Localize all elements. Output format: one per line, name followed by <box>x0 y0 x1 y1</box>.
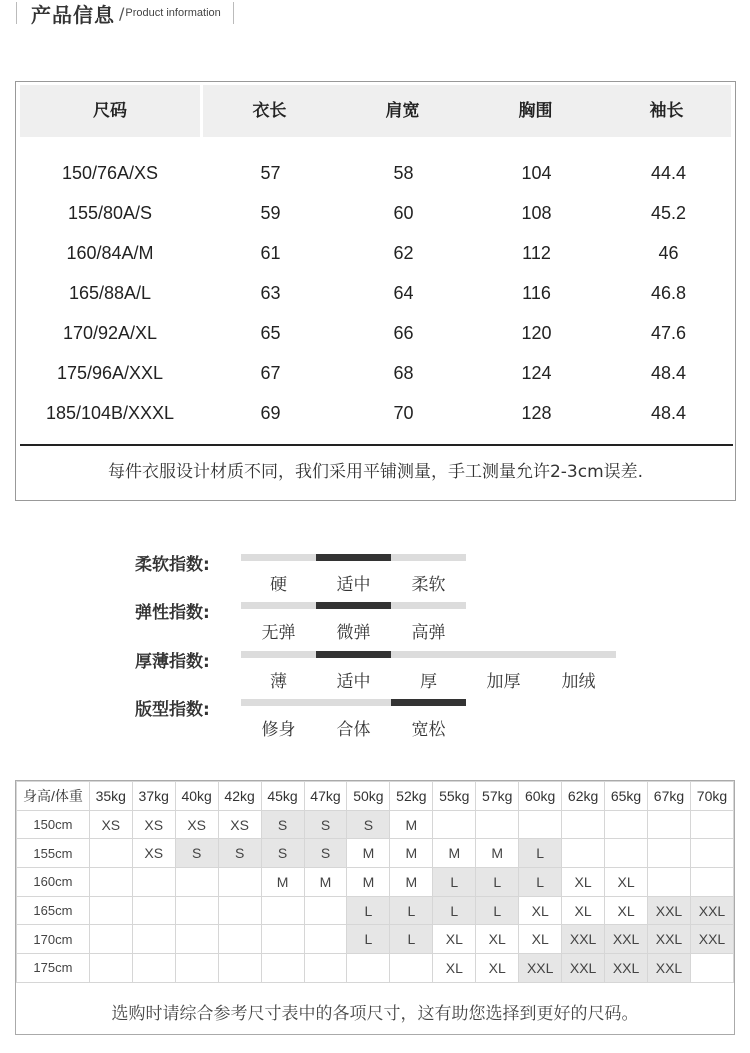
size-recommendation-cell <box>390 954 433 983</box>
height-weight-table <box>16 781 734 983</box>
size-recommendation-cell: XXL <box>690 925 733 954</box>
size-cell: 48.4 <box>650 363 687 383</box>
index-option: 加绒 <box>561 672 596 692</box>
size-cell: 175/96A/XXL <box>56 363 164 383</box>
size-cell: 65 <box>260 323 281 343</box>
size-cell: 185/104B/XXXL <box>45 403 175 423</box>
index-selected-marker <box>316 554 391 561</box>
size-recommendation-cell: XL <box>476 954 519 983</box>
size-recommendation-cell: XXL <box>605 925 648 954</box>
height-row <box>17 810 734 839</box>
index-option: 厚 <box>420 672 437 692</box>
size-recommendation-cell: XL <box>605 896 648 925</box>
size-recommendation-cell <box>175 954 218 983</box>
height-label: 150cm <box>17 810 90 839</box>
size-recommendation-cell: XL <box>433 954 476 983</box>
size-recommendation-cell: XXL <box>648 896 691 925</box>
size-cell: 58 <box>393 163 414 183</box>
index-option: 硬 <box>270 575 287 595</box>
size-cell: 155/80A/S <box>67 203 153 223</box>
size-recommendation-cell: L <box>519 868 562 897</box>
header-shoulder: 肩宽 <box>385 101 420 121</box>
size-cell: 61 <box>260 243 281 263</box>
index-option: 合体 <box>336 720 371 740</box>
size-recommendation-cell: XXL <box>648 954 691 983</box>
height-label: 175cm <box>17 954 90 983</box>
size-recommendation-cell <box>132 925 175 954</box>
size-recommendation-cell <box>690 954 733 983</box>
index-option: 高弹 <box>411 623 446 643</box>
size-recommendation-cell: M <box>390 868 433 897</box>
size-recommendation-cell <box>519 810 562 839</box>
title-slash: / <box>119 3 125 23</box>
height-row <box>17 954 734 983</box>
size-recommendation-cell <box>690 839 733 868</box>
size-cell: 66 <box>393 323 414 343</box>
weight-header: 55kg <box>433 782 476 811</box>
index-label: 弹性指数: <box>135 603 210 623</box>
size-cell: 44.4 <box>650 163 687 183</box>
size-recommendation-cell: L <box>390 896 433 925</box>
size-recommendation-cell <box>89 925 132 954</box>
height-row <box>17 839 734 868</box>
height-weight-chart <box>15 780 735 1035</box>
size-recommendation-cell: XL <box>562 896 605 925</box>
size-recommendation-cell <box>261 925 304 954</box>
section-title: 产品信息 <box>31 2 115 27</box>
size-cell: 67 <box>260 363 281 383</box>
index-option: 柔软 <box>411 575 446 595</box>
index-label: 版型指数: <box>135 700 210 720</box>
index-option: 无弹 <box>261 623 296 643</box>
size-row <box>16 273 735 313</box>
size-recommendation-cell: L <box>433 896 476 925</box>
size-cell: 68 <box>393 363 414 383</box>
size-recommendation-cell: L <box>519 839 562 868</box>
size-recommendation-cell <box>89 954 132 983</box>
size-recommendation-cell: S <box>261 810 304 839</box>
size-row <box>16 313 735 353</box>
size-recommendation-cell: L <box>433 868 476 897</box>
header-size: 尺码 <box>93 101 127 121</box>
size-recommendation-cell <box>433 810 476 839</box>
size-recommendation-cell: XL <box>519 925 562 954</box>
size-recommendation-cell <box>648 839 691 868</box>
weight-header: 65kg <box>605 782 648 811</box>
size-recommendation-cell <box>562 839 605 868</box>
weight-header-row <box>17 782 734 811</box>
size-recommendation-cell <box>562 810 605 839</box>
index-option: 薄 <box>270 672 287 692</box>
size-recommendation-cell <box>304 896 347 925</box>
size-recommendation-cell <box>261 896 304 925</box>
size-recommendation-cell: XXL <box>519 954 562 983</box>
size-recommendation-cell <box>175 868 218 897</box>
weight-header: 35kg <box>89 782 132 811</box>
size-recommendation-cell <box>605 810 648 839</box>
size-cell: 170/92A/XL <box>62 323 158 343</box>
size-recommendation-cell: S <box>304 839 347 868</box>
weight-header: 45kg <box>261 782 304 811</box>
weight-header: 37kg <box>132 782 175 811</box>
size-recommendation-cell: L <box>390 925 433 954</box>
size-recommendation-cell: S <box>304 810 347 839</box>
size-recommendation-cell <box>261 954 304 983</box>
size-recommendation-cell: XS <box>89 810 132 839</box>
size-table-divider <box>20 444 733 446</box>
size-recommendation-cell: S <box>261 839 304 868</box>
size-cell: 59 <box>260 203 281 223</box>
index-selected-marker <box>316 651 391 658</box>
header-divider-right <box>233 2 234 24</box>
size-recommendation-cell <box>175 896 218 925</box>
weight-header: 60kg <box>519 782 562 811</box>
weight-header: 67kg <box>648 782 691 811</box>
section-header <box>16 0 234 26</box>
size-recommendation-cell <box>690 810 733 839</box>
size-table <box>15 81 736 501</box>
size-recommendation-cell: S <box>218 839 261 868</box>
size-recommendation-cell: XXL <box>562 954 605 983</box>
size-row <box>16 353 735 393</box>
size-cell: 128 <box>521 403 552 423</box>
index-label: 柔软指数: <box>135 555 210 575</box>
size-cell: 165/88A/L <box>68 283 152 303</box>
size-recommendation-cell: XS <box>132 810 175 839</box>
size-cell: 124 <box>521 363 552 383</box>
size-recommendation-cell: XS <box>175 810 218 839</box>
index-label: 厚薄指数: <box>135 652 210 672</box>
index-option: 加厚 <box>486 672 521 692</box>
header-chest: 胸围 <box>518 101 553 121</box>
weight-header: 70kg <box>690 782 733 811</box>
section-subtitle: Product information <box>125 7 221 19</box>
size-recommendation-cell <box>132 896 175 925</box>
index-selected-marker <box>391 699 466 706</box>
size-recommendation-cell: M <box>433 839 476 868</box>
size-recommendation-cell: XL <box>519 896 562 925</box>
index-option: 微弹 <box>336 623 371 643</box>
size-cell: 47.6 <box>650 323 687 343</box>
size-cell: 46 <box>658 243 679 263</box>
height-label: 165cm <box>17 896 90 925</box>
size-recommendation-cell: M <box>261 868 304 897</box>
size-recommendation-cell <box>648 810 691 839</box>
size-recommendation-cell: M <box>347 868 390 897</box>
size-cell: 116 <box>522 283 551 303</box>
size-row <box>16 393 735 433</box>
height-row <box>17 925 734 954</box>
size-recommendation-cell: S <box>347 810 390 839</box>
size-recommendation-cell: L <box>347 925 390 954</box>
size-cell: 48.4 <box>650 403 687 423</box>
size-recommendation-cell <box>218 925 261 954</box>
size-row <box>16 153 735 193</box>
size-recommendation-cell: XXL <box>648 925 691 954</box>
size-table-header <box>20 85 731 137</box>
size-recommendation-cell: XXL <box>562 925 605 954</box>
index-option: 适中 <box>336 575 371 595</box>
index-option: 修身 <box>261 720 296 740</box>
size-recommendation-cell: XL <box>476 925 519 954</box>
size-recommendation-cell <box>347 954 390 983</box>
header-length: 衣长 <box>252 101 287 121</box>
size-cell: 150/76A/XS <box>61 163 159 183</box>
size-recommendation-cell: L <box>476 868 519 897</box>
size-recommendation-cell <box>132 868 175 897</box>
weight-header: 57kg <box>476 782 519 811</box>
size-recommendation-cell <box>175 925 218 954</box>
index-option: 适中 <box>336 672 371 692</box>
size-table-body <box>16 153 735 433</box>
size-cell: 160/84A/M <box>66 243 154 263</box>
size-recommendation-cell: XL <box>433 925 476 954</box>
size-recommendation-cell <box>476 810 519 839</box>
size-row <box>16 193 735 233</box>
size-cell: 70 <box>393 403 414 423</box>
weight-header: 52kg <box>390 782 433 811</box>
size-recommendation-cell: M <box>476 839 519 868</box>
weight-header: 50kg <box>347 782 390 811</box>
size-recommendation-cell <box>605 839 648 868</box>
size-recommendation-cell: XS <box>132 839 175 868</box>
size-recommendation-cell <box>132 954 175 983</box>
selection-note: 选购时请综合参考尺寸表中的各项尺寸，这有助您选择到更好的尺码。 <box>111 1004 639 1024</box>
size-cell: 120 <box>521 323 552 343</box>
size-cell: 104 <box>521 163 552 183</box>
size-cell: 62 <box>393 243 414 263</box>
size-recommendation-cell: M <box>390 839 433 868</box>
size-recommendation-cell <box>89 868 132 897</box>
size-recommendation-cell <box>648 868 691 897</box>
height-row <box>17 896 734 925</box>
height-label: 170cm <box>17 925 90 954</box>
size-recommendation-cell: M <box>390 810 433 839</box>
size-recommendation-cell <box>89 896 132 925</box>
height-label: 155cm <box>17 839 90 868</box>
header-sleeve: 袖长 <box>649 101 684 121</box>
size-cell: 108 <box>521 203 552 223</box>
size-cell: 46.8 <box>650 283 687 303</box>
size-recommendation-cell <box>89 839 132 868</box>
index-option: 宽松 <box>411 720 446 740</box>
size-recommendation-cell: XL <box>605 868 648 897</box>
size-recommendation-cell: XL <box>562 868 605 897</box>
size-recommendation-cell <box>304 954 347 983</box>
size-recommendation-cell: M <box>304 868 347 897</box>
size-recommendation-cell <box>690 868 733 897</box>
grid-corner-label: 身高/体重 <box>17 782 90 811</box>
weight-header: 47kg <box>304 782 347 811</box>
size-cell: 57 <box>260 163 281 183</box>
header-divider <box>16 2 17 24</box>
weight-header: 62kg <box>562 782 605 811</box>
size-cell: 45.2 <box>650 203 687 223</box>
size-recommendation-cell: L <box>347 896 390 925</box>
size-cell: 63 <box>260 283 281 303</box>
size-cell: 69 <box>260 403 281 423</box>
size-cell: 64 <box>393 283 414 303</box>
size-recommendation-cell: XXL <box>605 954 648 983</box>
size-recommendation-cell <box>218 868 261 897</box>
index-track <box>241 651 616 658</box>
weight-header: 42kg <box>218 782 261 811</box>
size-recommendation-cell: L <box>476 896 519 925</box>
size-cell: 60 <box>393 203 414 223</box>
size-row <box>16 233 735 273</box>
size-recommendation-cell <box>218 954 261 983</box>
weight-header: 40kg <box>175 782 218 811</box>
height-label: 160cm <box>17 868 90 897</box>
size-recommendation-cell: XS <box>218 810 261 839</box>
size-cell: 112 <box>522 243 551 263</box>
size-recommendation-cell: XXL <box>690 896 733 925</box>
size-recommendation-cell <box>304 925 347 954</box>
measurement-note: 每件衣服设计材质不同，我们采用平铺测量，手工测量允许2-3cm误差. <box>107 462 644 482</box>
size-recommendation-cell: S <box>175 839 218 868</box>
size-recommendation-cell <box>218 896 261 925</box>
size-recommendation-cell: M <box>347 839 390 868</box>
index-selected-marker <box>316 602 391 609</box>
height-row <box>17 868 734 897</box>
